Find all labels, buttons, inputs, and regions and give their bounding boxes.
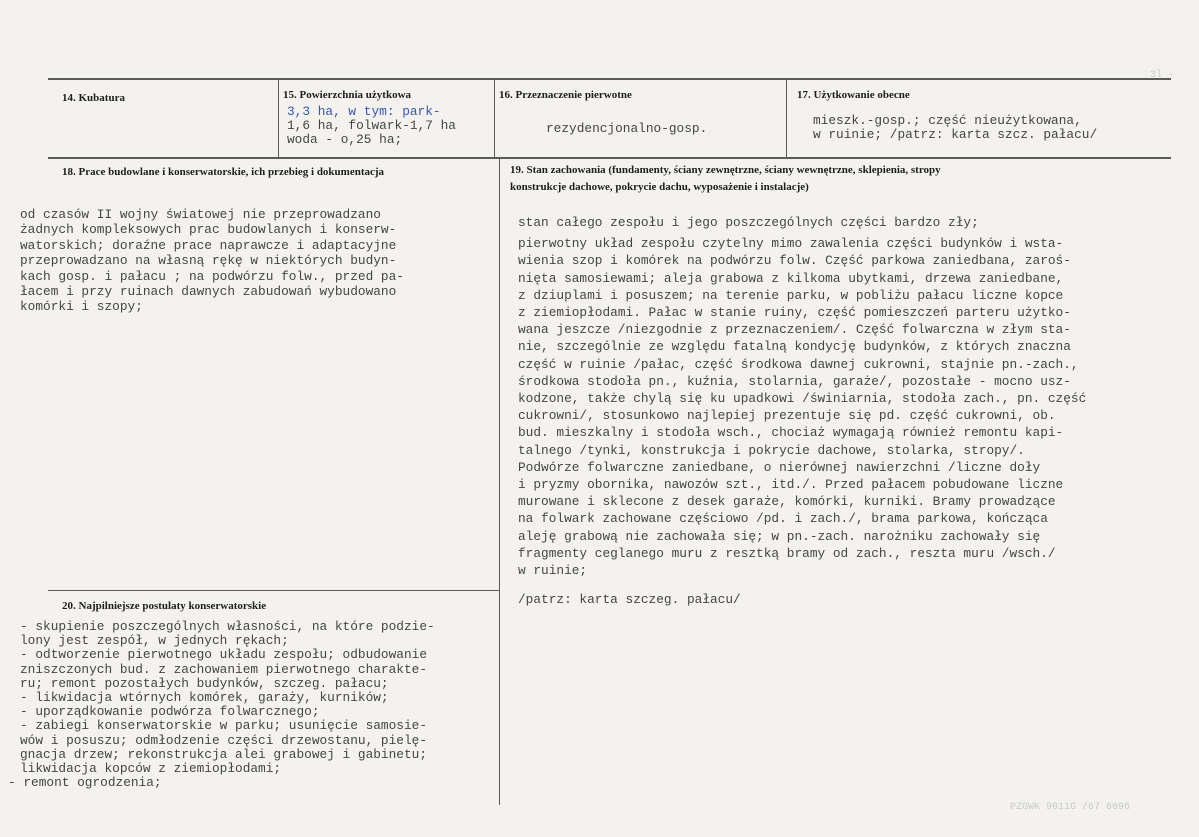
field-19-line: stan całego zespołu i jego poszczególnych części bardzo zły; xyxy=(518,215,979,230)
field-20-line: zniszczonych bud. z zachowaniem pierwotnego charakte- xyxy=(20,661,428,677)
field-20-text xyxy=(8,620,435,790)
field-18-line: watorskich; doraźne prace naprawcze i adaptacyjne xyxy=(20,237,397,253)
field-20-line: ru; remont pozostałych budynków, szczeg. pałacu; xyxy=(20,675,389,691)
field-14-label: 14. Kubatura xyxy=(62,92,125,104)
field-19-line: talnego /tynki, konstrukcja i pokrycie dachowe, stolarka, stropy/. xyxy=(518,442,1025,458)
divider-16-17 xyxy=(786,80,787,158)
field-20-line: wów i posuszu; odmłodzenie części drzewostanu, pielę- xyxy=(20,732,428,748)
field-20-line: gnacja drzew; rekonstrukcja alei grabowej i gabinetu; xyxy=(20,746,428,762)
field-20-line: - likwidacja wtórnych komórek, garaży, kurników; xyxy=(20,690,389,706)
field-19-line: z ziemiopłodami. Pałac w stanie ruiny, część pomieszczeń parteru użytko- xyxy=(518,305,1071,321)
field-20-line: - odtworzenie pierwotnego układu zespołu; odbudowanie xyxy=(20,647,428,663)
field-19-line: aleję grabową nie zachowała się; w pn.-zach. narożniku zachowały się xyxy=(518,528,1041,544)
field-20-line: - uporządkowanie podwórza folwarcznego; xyxy=(20,704,320,720)
field-19-line: Podwórze folwarczne zaniedbane, o nierównej nawierzchni /liczne doły xyxy=(518,459,1041,475)
field-19-line: bud. mieszkalny i stodoła wsch., chociaż wymagają również remontu kapi- xyxy=(518,425,1064,441)
field-19-line: fragmenty ceglanego muru z resztką bramy od zach., reszta muru /wsch./ xyxy=(518,545,1056,561)
field-19-text xyxy=(518,214,1086,608)
field-18-text xyxy=(20,207,404,315)
field-16-line: rezydencjonalno-gosp. xyxy=(546,121,708,136)
rule-before-20 xyxy=(48,590,499,591)
field-15-text xyxy=(287,105,456,148)
field-19-line: część w ruinie /pałac, część środkowa dawnej cukrowni, stajnie pn.-zach., xyxy=(518,356,1079,372)
field-20-line: - zabiegi konserwatorskie w parku; usunięcie samosie- xyxy=(20,718,428,734)
field-19-label-line-1: 19. Stan zachowania (fundamenty, ściany zewnętrzne, ściany wewnętrzne, sklepienia, stropy xyxy=(510,164,941,176)
field-18-line: komórki i szopy; xyxy=(20,299,143,315)
field-19-label-line-2: konstrukcje dachowe, pokrycie dachu, wyposażenie i instalacje) xyxy=(510,181,809,193)
field-17-line: mieszk.-gosp.; część nieużytkowana, xyxy=(813,113,1082,128)
field-19-line: nięta samosiewami; aleja grabowa z kilkoma ubytkami, drzewa zaniedbane, xyxy=(518,270,1064,286)
field-15-label: 15. Powierzchnia użytkowa xyxy=(283,89,412,101)
field-19-line: w ruinie; xyxy=(518,563,588,579)
field-19-line: z dziuplami i posuszem; na terenie parku, w pobliżu pałacu liczne kopce xyxy=(518,287,1064,303)
field-20-line: - skupienie poszczególnych własności, na które podzie- xyxy=(20,619,435,634)
field-20-line: likwidacja kopców z ziemiopłodami; xyxy=(20,761,282,777)
field-20-label: 20. Najpilniejsze postulaty konserwatorskie xyxy=(62,600,267,612)
divider-15-16 xyxy=(278,80,279,158)
field-17-text xyxy=(813,114,1097,142)
field-18-line: żadnych kompleksowych prac budowlanych i konserw- xyxy=(20,222,397,238)
field-17-line: w ruinie; /patrz: karta szcz. pałacu/ xyxy=(813,127,1098,143)
margin-mark-top: 3l - xyxy=(1150,70,1175,81)
field-19-line: środkowa stodoła pn., kuźnia, stolarnia, garaże/, pozostałe - mocno usz- xyxy=(518,373,1071,389)
field-20-line: lony jest zespół, w jednych rękach; xyxy=(20,633,289,649)
field-15-line: woda - o,25 ha; xyxy=(287,132,403,148)
field-19-line: pierwotny układ zespołu czytelny mimo zawalenia części budynków i wsta- xyxy=(518,236,1064,252)
margin-mark-bottom: PZGWK 9011G /67 6096 xyxy=(1010,802,1131,813)
field-16-label: 16. Przeznaczenie pierwotne xyxy=(499,89,632,101)
field-16-text xyxy=(546,121,707,136)
field-19-line: /patrz: karta szczeg. pałacu/ xyxy=(518,592,741,608)
divider-18-19 xyxy=(499,159,500,805)
field-19-line: i pryzmy obornika, nawozów szt., itd./. Przed pałacem pobudowane liczne xyxy=(518,477,1064,493)
field-19-line: wienia szop i komórek na podwórzu folw. Część parkowa zaniedbana, zaroś- xyxy=(518,253,1071,269)
field-19-line: cukrowni/, stosunkowo najlepiej prezentuje się pd. część cukrowni, ob. xyxy=(518,408,1056,424)
field-19-line: nie, szczególnie ze względu fatalną kondycję budynków, z których znaczna xyxy=(518,339,1071,355)
field-18-line: od czasów II wojny światowej nie przeprowadzano xyxy=(20,207,381,222)
field-20-line: - remont ogrodzenia; xyxy=(8,775,162,791)
field-18-line: przeprowadzano na własną rękę w niektórych budyn- xyxy=(20,253,397,269)
field-18-line: łacem i przy ruinach dawnych zabudowań wybudowano xyxy=(20,284,397,300)
field-18-line: kach gosp. i pałacu ; na podwórzu folw., przed pa- xyxy=(20,268,404,284)
divider-15-16-b xyxy=(494,80,495,158)
field-15-line: 3,3 ha, w tym: park- xyxy=(287,104,441,119)
field-19-line: wana jeszcze /niezgodnie z przeznaczeniem/. Część folwarczna w złym sta- xyxy=(518,322,1071,338)
rule-top xyxy=(48,78,1171,80)
field-17-label: 17. Użytkowanie obecne xyxy=(797,89,910,101)
field-19-line: murowane i sklecone z desek garaże, komórki, kurniki. Bramy prowadzące xyxy=(518,494,1056,510)
field-19-line: na folwark zachowane częściowo /pd. i zach./, brama parkowa, kończąca xyxy=(518,511,1048,527)
field-18-label: 18. Prace budowlane i konserwatorskie, ich przebieg i dokumentacja xyxy=(62,166,385,178)
rule-middle xyxy=(48,157,1171,159)
field-15-line: 1,6 ha, folwark-1,7 ha xyxy=(287,118,456,134)
field-19-line: kodzone, także chylą się ku upadkowi /świniarnia, stodoła zach., pn. część xyxy=(518,391,1087,407)
